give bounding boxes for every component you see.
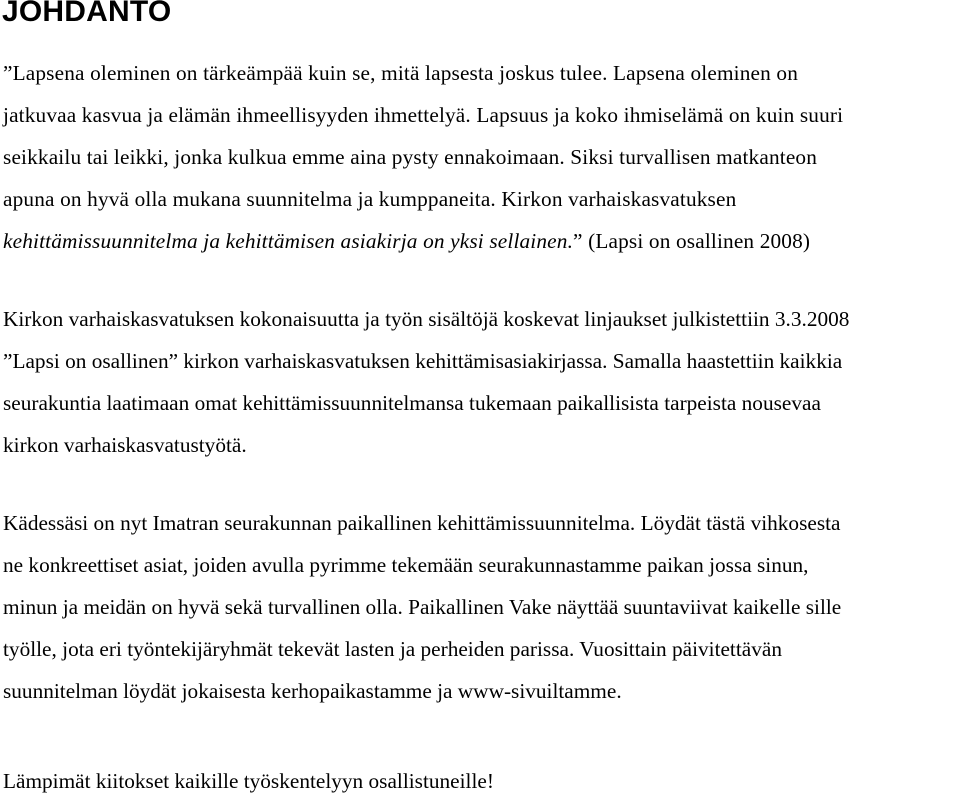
text-line: ”Lapsi on osallinen” kirkon varhaiskasvatuksen kehittämisasiakirjassa. Samalla haastettiin kaikkia <box>3 349 843 373</box>
text-line: Kirkon varhaiskasvatuksen kokonaisuutta ja työn sisältöjä koskevat linjaukset julkistettiin 3.3.2008 <box>3 307 850 331</box>
body-paragraph-guidelines <box>3 298 958 466</box>
text-line: minun ja meidän on hyvä sekä turvallinen olla. Paikallinen Vake näyttää suuntaviivat kaikelle sille <box>3 595 842 619</box>
text-line: ne konkreettiset asiat, joiden avulla pyrimme tekemään seurakunnastamme paikan jossa sinun, <box>3 553 809 577</box>
text-line: jatkuvaa kasvua ja elämän ihmeellisyyden ihmettelyä. Lapsuus ja koko ihmiselämä on kuin suuri <box>3 103 844 127</box>
text-line: apuna on hyvä olla mukana suunnitelma ja kumppaneita. Kirkon varhaiskasvatuksen <box>3 187 737 211</box>
text-line: ”Lapsena oleminen on tärkeämpää kuin se, mitä lapsesta joskus tulee. Lapsena oleminen on <box>3 61 799 85</box>
text-line: kirkon varhaiskasvatustyötä. <box>3 433 247 457</box>
citation-text: ” (Lapsi on osallinen 2008) <box>573 229 811 253</box>
text-line <box>3 220 958 262</box>
thanks-paragraph <box>3 760 958 802</box>
page-heading: JOHDANTO <box>2 0 172 28</box>
text-line: seurakuntia laatimaan omat kehittämissuunnitelmansa tukemaan paikallisista tarpeista nousevaa <box>3 391 821 415</box>
text-line: Lämpimät kiitokset kaikille työskentelyyn osallistuneille! <box>3 769 494 793</box>
text-line: suunnitelman löydät jokaisesta kerhopaikastamme ja www-sivuiltamme. <box>3 679 622 703</box>
body-paragraph-plan <box>3 502 958 712</box>
text-line: Kädessäsi on nyt Imatran seurakunnan paikallinen kehittämissuunnitelma. Löydät tästä vihkosesta <box>3 511 841 535</box>
quote-paragraph <box>3 52 958 262</box>
text-line: työlle, jota eri työntekijäryhmät tekevät lasten ja perheiden parissa. Vuosittain päivitettävän <box>3 637 782 661</box>
text-line: seikkailu tai leikki, jonka kulkua emme aina pysty ennakoimaan. Siksi turvallisen matkanteon <box>3 145 818 169</box>
italic-text: kehittämissuunnitelma ja kehittämisen asiakirja on yksi sellainen. <box>3 229 574 253</box>
